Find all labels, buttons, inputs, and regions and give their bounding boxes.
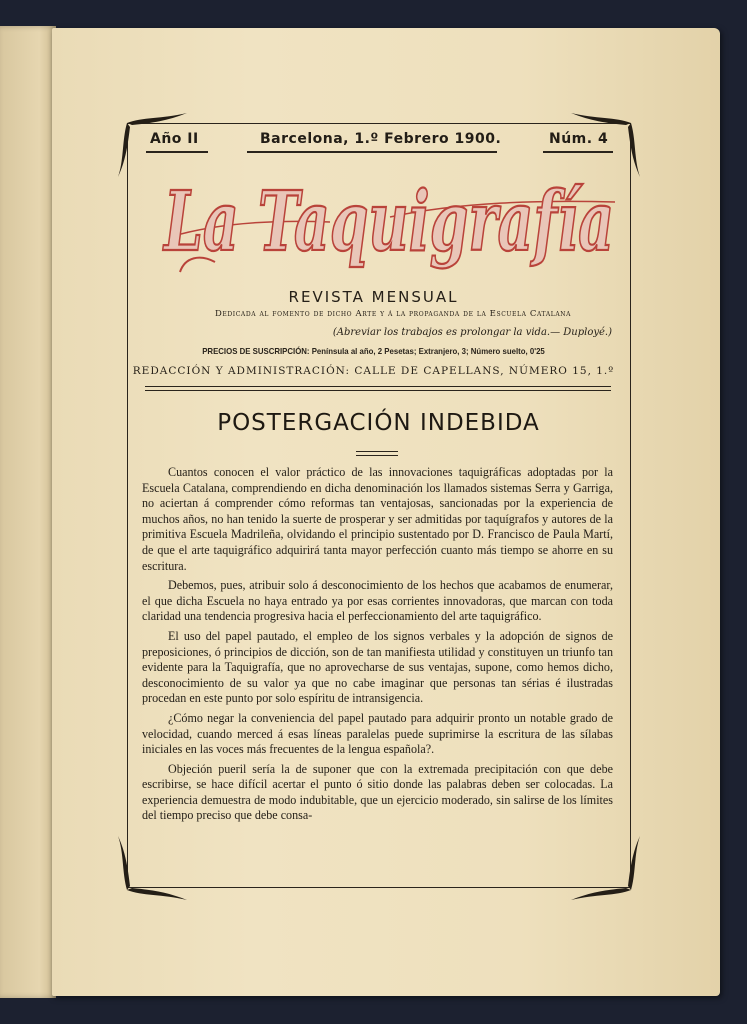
header-underline [247, 151, 497, 153]
title-ornament-rule [356, 451, 398, 456]
masthead-motto: (Abreviar los trabajos es prolongar la vida.— Duployé.) [332, 327, 612, 338]
issue-year: Año II [150, 131, 199, 147]
article-paragraph: ¿Cómo negar la conveniencia del papel pautado para adquirir pronto un notable grado de velocidad, cuando merced á esas líneas paralelas puede suprimirse la escritura de las sílabas iniciales en las voces más frecuentes de la lengua española?. [142, 710, 613, 757]
article-body [142, 465, 613, 828]
masthead-logo [160, 162, 622, 290]
article-paragraph: El uso del papel pautado, el empleo de los signos verbales y la adopción de signos de preposiciones, ó principios de dicción, son de tan manifiesta utilidad y constituyen un triunfo tan evidente para la Taquigrafía, que no aprovecharse de sus ventajas, supone, como hemos dicho, desconocimiento de su valor ya que no cabe imaginar que personas tan sérias é ilustradas procedan en este punto por solo espíritu de intransigencia. [142, 628, 613, 706]
masthead-dedication: Dedicada al fomento de dicho Arte y á la propaganda de la Escuela Catalana [214, 309, 572, 319]
header-underline [543, 151, 613, 153]
article-paragraph: Debemos, pues, atribuir solo á desconocimiento de los hechos que acabamos de enumerar, el que dicha Escuela no haya entrado ya por esas corrientes innovadoras, que marcan con toda claridad una tendencia progresiva hacia el perfeccionamiento del arte taquigráfico. [142, 578, 613, 624]
corner-ornament-bottom-right [556, 828, 646, 908]
article-title: POSTERGACIÓN INDEBIDA [217, 410, 540, 436]
subscription-prices: PRECIOS DE SUSCRIPCIÓN: Península al año, 2 Pesetas; Extranjero, 3; Número suelto, 0'25 [202, 346, 545, 356]
corner-ornament-bottom-left [112, 828, 202, 908]
issue-date: Barcelona, 1.º Febrero 1900. [260, 131, 502, 147]
header-underline [146, 151, 208, 153]
adjacent-page [0, 26, 56, 998]
issue-number: Núm. 4 [549, 131, 609, 147]
masthead-title: La Taquigrafía [162, 174, 615, 270]
article-paragraph: Cuantos conocen el valor práctico de las innovaciones taquigráficas adoptadas por la Escuela Catalana, comprendiendo en dicha denominación los llamados sistemas Serra y Garriga, no aciertan á comprender cómo reformas tan ventajosas, sancionadas por la experiencia de muchos años, no han tenido la suerte de prosperar y ser admitidas por taquígrafos y autores de la primitiva Escuela Madrileña, olvidando el principio sustentado por D. Francisco de Paula Martí, de que el arte taquigráfico adquirirá tanta mayor perfección cuanto más tiempo se ahorre en su escritura. [142, 465, 613, 573]
article-paragraph: Objeción pueril sería la de suponer que con la extremada precipitación con que debe escribirse, se hace difícil acertar el punto ó sitio donde las palabras deben ser colocadas. La experiencia demuestra de modo indubitable, que un ejercicio moderado, sin salirse de los límites del tiempo preciso que debe consa- [142, 761, 613, 823]
masthead-divider [145, 386, 611, 391]
masthead-subtitle: REVISTA MENSUAL [288, 288, 459, 306]
editorial-address: REDACCIÓN Y ADMINISTRACIÓN: CALLE DE CAPELLANS, NÚMERO 15, 1.º [132, 365, 615, 377]
